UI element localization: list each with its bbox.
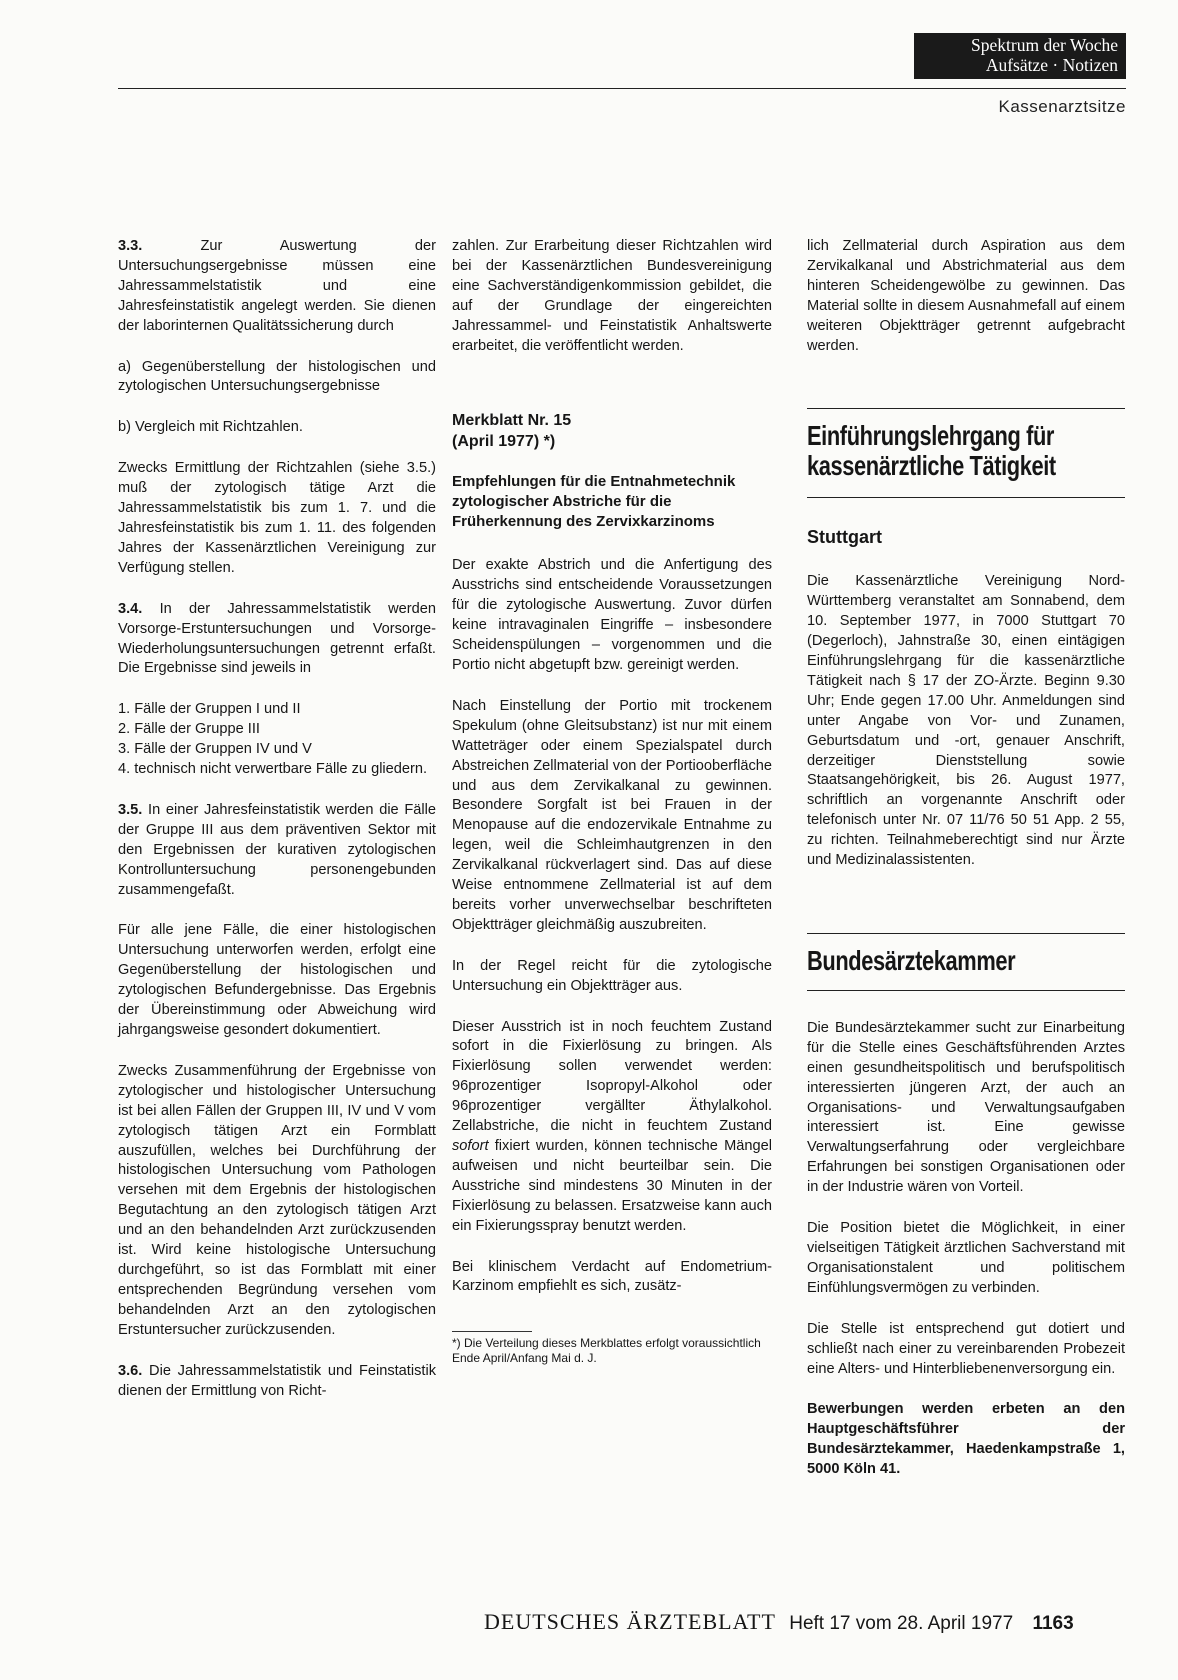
masthead-line-2: Aufsätze · Notizen (985, 55, 1118, 75)
section-label: Kassenarztsitze (998, 97, 1126, 116)
paragraph-richtzahlen-cont: zahlen. Zur Erarbeitung dieser Richtzahlen wird bei der Kassenärztlichen Bundesvereinigung eine Sachverständigenkommission gebildet, die auf der Grundlage der eingereichten Jahressammel- und Feinstatistik Anhaltswerte erarbeitet, die veröffentlicht werden. (452, 238, 772, 354)
heading-bundesaerztekammer: Bundesärztekammer (807, 944, 1016, 976)
section-number: 3.4. (118, 600, 143, 617)
page-number: 1163 (1032, 1613, 1074, 1634)
paragraph-abstrich: Der exakte Abstrich und die Anfertigung des Ausstrichs sind entscheidende Voraussetzungen für die zytologische Auswertung. Zuvor dürfen keine intravaginalen Eingriffe – insbesondere Scheidenspülungen – vorgenommen und die Portio nicht abgetupft bzw. gereinigt werden. (452, 557, 772, 673)
column-3 (807, 237, 1125, 1501)
footnote-rule (452, 1331, 532, 1332)
paragraph-formblatt: Zwecks Zusammenführung der Ergebnisse von zytologischer und histologischer Untersuchung ist bei allen Fällen der Gruppen III, IV und V vom zytologisch tätigen Arzt ein Formblatt auszufüllen, welches bei Durchführung der histologischen Untersuchung vom Pathologen versehen mit dem Ergebnis der histologischen Begutachtung an den zytologisch tätigen Arzt und an den behandelnden Arzt zurückzusenden ist. Wird keine histologische Untersuchung durchgeführt, so ist das Formblatt mit einer entsprechenden Begründung versehen vom behandelnden Arzt an den zytologischen Erstuntersucher zurückzusenden. (118, 1062, 436, 1338)
heading-box-lehrgang (807, 408, 1125, 498)
paragraph-bewerbungen: Bewerbungen werden erbeten an den Hauptgeschäftsführer der Bundesärztekammer, Haedenkampstraße 1, 5000 Köln 41. (807, 1401, 1125, 1478)
section-number: 3.3. (118, 238, 143, 254)
masthead-line-1: Spektrum der Woche (971, 35, 1118, 55)
heading-box-bundesaerztekammer (807, 933, 1125, 991)
paragraph-3-6 (118, 1362, 436, 1402)
paragraph-histologie: Für alle jene Fälle, die einer histologischen Untersuchung unterworfen werden, erfolgt eine Gegenüberstellung der histologischen und zytologischen Befundergebnisse. Das Ergebnis der Übereinstimmung oder Abweichung wird jahrgangsweise gesondert dokumentiert. (118, 922, 436, 1038)
paragraph-text: Die Jahressammelstatistik und Feinstatistik dienen der Ermittlung von Richt- (118, 1362, 436, 1399)
section-number: 3.6. (118, 1362, 143, 1379)
paragraph-objekttraeger: In der Regel reicht für die zytologische Untersuchung ein Objektträger aus. (452, 957, 772, 994)
paragraph-lehrgang: Die Kassenärztliche Vereinigung Nord-Württemberg veranstaltet am Sonnabend, dem 10. September 1977, in 7000 Stuttgart 70 (Degerloch), Jahnstraße 30, einen eintägigen Einführungslehrgang für die kassenärztliche Tätigkeit nach § 17 der ZO-Ärzte. Beginn 9.30 Uhr; Ende gegen 17.00 Uhr. Anmeldungen sind unter Angabe von Vor- und Zunamen, Geburtsdatum und -ort, genauer Anschrift, derzeitiger Dienststellung sowie Staatsangehörigkeit, bis 26. August 1977, schriftlich an vorgenannte Anschrift oder telefonisch unter Nr. 07 11/76 50 51 App. 2 55, zu richten. Teilnahmeberechtigt sind nur Ärzte und Medizinalassistenten. (807, 573, 1125, 869)
list-item: 4. technisch nicht verwertbare Fälle zu gliedern. (118, 761, 428, 778)
paragraph-text: fixiert wurden, können technische Mängel aufweisen und nicht beurteilbar sein. Die Ausstriche sind mindestens 30 Minuten in der Fixierlösung zu belassen. Ersatzweise kann auch ein Fixierungsspray benutzt werden. (452, 1138, 772, 1234)
masthead-badge (914, 33, 1126, 79)
paragraph-b: b) Vergleich mit Richtzahlen. (118, 419, 303, 436)
paragraph-endometrium: Bei klinischem Verdacht auf Endometrium-Karzinom empfiehlt es sich, zusätz- (452, 1258, 772, 1295)
merkblatt-title (452, 410, 772, 452)
list-item: 3. Fälle der Gruppen IV und V (118, 741, 312, 758)
merkblatt-subtitle: Empfehlungen für die Entnahmetechnik zytologischer Abstriche für die Früherkennung des Zervixkarzinoms (452, 473, 736, 531)
column-2 (452, 237, 772, 1365)
paragraph-aspiration: lich Zellmaterial durch Aspiration aus dem Zervikalkanal und Abstrichmaterial aus dem hinteren Scheidengewölbe zu gewinnen. Das Material sollte in diesem Ausnahmefall auf einem weiteren Objektträger getrennt aufgebracht werden. (807, 238, 1125, 354)
emphasis: sofort (452, 1138, 489, 1154)
paragraph-text: Zur Auswertung der Untersuchungsergebnisse müssen eine Jahressammelstatistik und eine Jahresfeinstatistik angelegt werden. Sie dienen der laborinternen Qualitätssicherung durch (118, 238, 436, 334)
masthead-rule (118, 88, 1126, 89)
issue-info: Heft 17 vom 28. April 1977 (789, 1613, 1014, 1634)
list-item: 1. Fälle der Gruppen I und II (118, 701, 301, 718)
paragraph-3-3 (118, 237, 436, 337)
paragraph-portio: Nach Einstellung der Portio mit trockenem Spekulum (ohne Gleitsubstanz) ist nur mit einem Watteträger oder einem Spezialspatel durch Abstreichen Zellmaterial von der Portiooberfläche und aus dem Zervikalkanal zu gewinnen. Besondere Sorgfalt ist bei Frauen in der Menopause auf die endozervikale Entnahme zu legen, weil die Schleimhautgrenzen in den Zervikalkanal rückverlagert sind. Das auf diese Weise entnommene Zellmaterial ist auf dem bereits vorher unverwechselbar beschrifteten Objektträger gleichmäßig auszubreiten. (452, 697, 772, 933)
merkblatt-number: Merkblatt Nr. 15 (452, 412, 572, 430)
heading-line-1: Einführungslehrgang für (807, 420, 1055, 452)
column-1 (118, 237, 436, 1401)
city-subheading: Stuttgart (807, 527, 882, 548)
merkblatt-date: (April 1977) *) (452, 433, 556, 451)
paragraph-dotierung: Die Stelle ist entsprechend gut dotiert und schließt nach einer zu vereinbarenden Probezeit eine Alters- und Hinterbliebenenversorgung ein. (807, 1320, 1125, 1377)
paragraph-text: In einer Jahresfeinstatistik werden die Fälle der Gruppe III aus dem präventiven Sektor mit den Ergebnissen der kurativen zytologischen Kontrolluntersuchung personengebunden zusammengefaßt. (118, 801, 436, 898)
page-footer (484, 1609, 1074, 1635)
list-item: 2. Fälle der Gruppe III (118, 721, 260, 738)
paragraph-text: Dieser Ausstrich ist in noch feuchtem Zustand sofort in die Fixierlösung zu bringen. Als Fixierlösung sollen verwendet werden: 96prozentiger Isopropyl-Alkohol oder 96prozentiger vergällter Äthylalkohol. Zellabstriche, die nicht in feuchtem Zustand (452, 1018, 772, 1135)
heading-line-2: kassenärztliche Tätigkeit (807, 450, 1056, 482)
group-list (118, 700, 436, 780)
paragraph-stelle: Die Bundesärztekammer sucht zur Einarbeitung für die Stelle eines Geschäftsführenden Arztes einen gesundheitspolitisch und berufspolitisch interessierten jüngeren Arzt, der auch an Organisations- und Verwaltungsaufgaben interessiert ist. Eine gewisse Verwaltungserfahrung oder vergleichbare Erfahrungen bei sonstigen Organisationen oder in der Industrie wären von Vorteil. (807, 1019, 1125, 1196)
paragraph-position: Die Position bietet die Möglichkeit, in einer vielseitigen Tätigkeit ärztlichen Sachverstand mit Organisationstalent und politischem Einfühlungsvermögen zu verbinden. (807, 1220, 1125, 1296)
section-number: 3.5. (118, 801, 143, 818)
paragraph-text: In der Jahressammelstatistik werden Vorsorge-Erstuntersuchungen und Vorsorge-Wiederholungsuntersuchungen getrennt erfaßt. Die Ergebnisse sind jeweils in (118, 600, 436, 677)
paragraph-3-4 (118, 600, 436, 680)
footnote: *) Die Verteilung dieses Merkblattes erfolgt voraussichtlich Ende April/Anfang Mai d. J. (452, 1336, 761, 1365)
paragraph-fixierung (452, 1018, 772, 1237)
paragraph-3-5 (118, 801, 436, 901)
journal-name: DEUTSCHES ÄRZTEBLATT (484, 1609, 776, 1634)
paragraph-richtzahlen: Zwecks Ermittlung der Richtzahlen (siehe 3.5.) muß der zytologisch tätige Arzt die Jahressammelstatistik bis zum 1. 7. und die Jahresfeinstatistik bis zum 1. 11. des folgenden Jahres der Kassenärztlichen Vereinigung zur Verfügung stellen. (118, 460, 436, 576)
paragraph-a: a) Gegenüberstellung der histologischen und zytologischen Untersuchungsergebnisse (118, 358, 436, 395)
